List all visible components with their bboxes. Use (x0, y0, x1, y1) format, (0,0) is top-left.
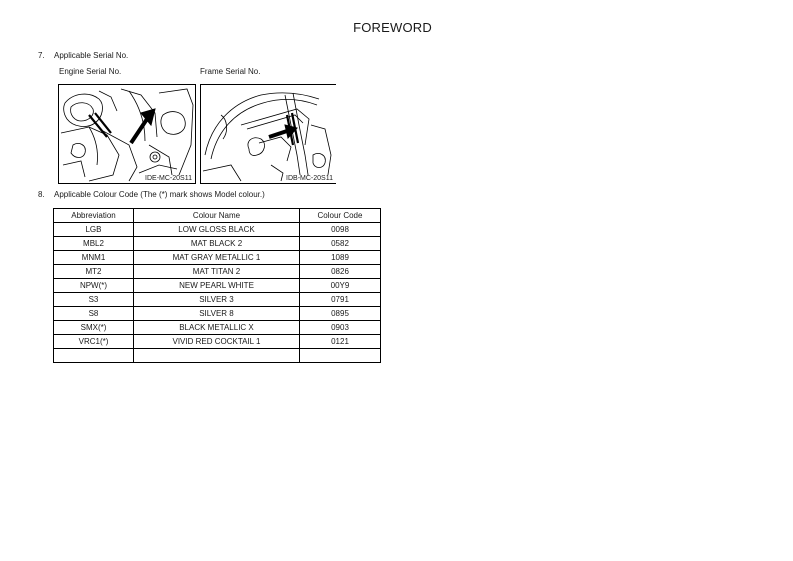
cell-colour-name (134, 349, 300, 363)
cell-colour-name: VIVID RED COCKTAIL 1 (134, 335, 300, 349)
table-row (54, 335, 381, 349)
cell-colour-name: MAT GRAY METALLIC 1 (134, 251, 300, 265)
page-title: FOREWORD (353, 20, 432, 35)
section-8-heading (38, 190, 265, 199)
colour-code-table (53, 208, 381, 363)
frame-serial-caption: Frame Serial No. (200, 67, 261, 76)
section-7-title: Applicable Serial No. (54, 51, 129, 60)
section-7-number: 7. (38, 51, 45, 60)
header-colour-name: Colour Name (134, 209, 300, 223)
table-row (54, 237, 381, 251)
cell-colour-code: 0791 (300, 293, 381, 307)
cell-colour-code: 0098 (300, 223, 381, 237)
table-row (54, 321, 381, 335)
cell-colour-code: 1089 (300, 251, 381, 265)
cell-abbreviation: NPW(*) (54, 279, 134, 293)
table-row (54, 307, 381, 321)
cell-colour-code (300, 349, 381, 363)
cell-abbreviation: S3 (54, 293, 134, 307)
cell-colour-name: LOW GLOSS BLACK (134, 223, 300, 237)
table-row (54, 293, 381, 307)
cell-colour-name: MAT BLACK 2 (134, 237, 300, 251)
table-row (54, 265, 381, 279)
engine-figure-id: IDE-MC-20S11 (145, 175, 192, 182)
engine-serial-illustration (58, 84, 196, 184)
table-row (54, 223, 381, 237)
cell-colour-name: SILVER 8 (134, 307, 300, 321)
engine-arrow (131, 109, 155, 143)
cell-abbreviation: MBL2 (54, 237, 134, 251)
cell-colour-code: 00Y9 (300, 279, 381, 293)
frame-drawing (201, 85, 336, 183)
engine-drawing (59, 85, 195, 183)
frame-serial-illustration (200, 84, 336, 184)
cell-colour-name: SILVER 3 (134, 293, 300, 307)
cell-colour-code: 0582 (300, 237, 381, 251)
section-8-number: 8. (38, 190, 45, 199)
cell-colour-code: 0895 (300, 307, 381, 321)
cell-colour-name: BLACK METALLIC X (134, 321, 300, 335)
table-row (54, 279, 381, 293)
table-row (54, 251, 381, 265)
frame-arrow (269, 125, 297, 138)
section-7-heading (38, 51, 128, 60)
cell-colour-name: MAT TITAN 2 (134, 265, 300, 279)
cell-colour-code: 0121 (300, 335, 381, 349)
cell-colour-code: 0826 (300, 265, 381, 279)
cell-abbreviation: MT2 (54, 265, 134, 279)
cell-abbreviation: LGB (54, 223, 134, 237)
cell-abbreviation: VRC1(*) (54, 335, 134, 349)
header-colour-code: Colour Code (300, 209, 381, 223)
cell-abbreviation: SMX(*) (54, 321, 134, 335)
frame-figure-id: IDB-MC-20S11 (286, 175, 333, 182)
engine-serial-caption: Engine Serial No. (59, 67, 122, 76)
table-row-empty (54, 349, 381, 363)
cell-abbreviation: S8 (54, 307, 134, 321)
cell-abbreviation: MNM1 (54, 251, 134, 265)
section-8-title: Applicable Colour Code (The (*) mark shows Model colour.) (54, 190, 265, 199)
cell-colour-code: 0903 (300, 321, 381, 335)
table-header-row (54, 209, 381, 223)
header-abbreviation: Abbreviation (54, 209, 134, 223)
cell-colour-name: NEW PEARL WHITE (134, 279, 300, 293)
cell-abbreviation (54, 349, 134, 363)
